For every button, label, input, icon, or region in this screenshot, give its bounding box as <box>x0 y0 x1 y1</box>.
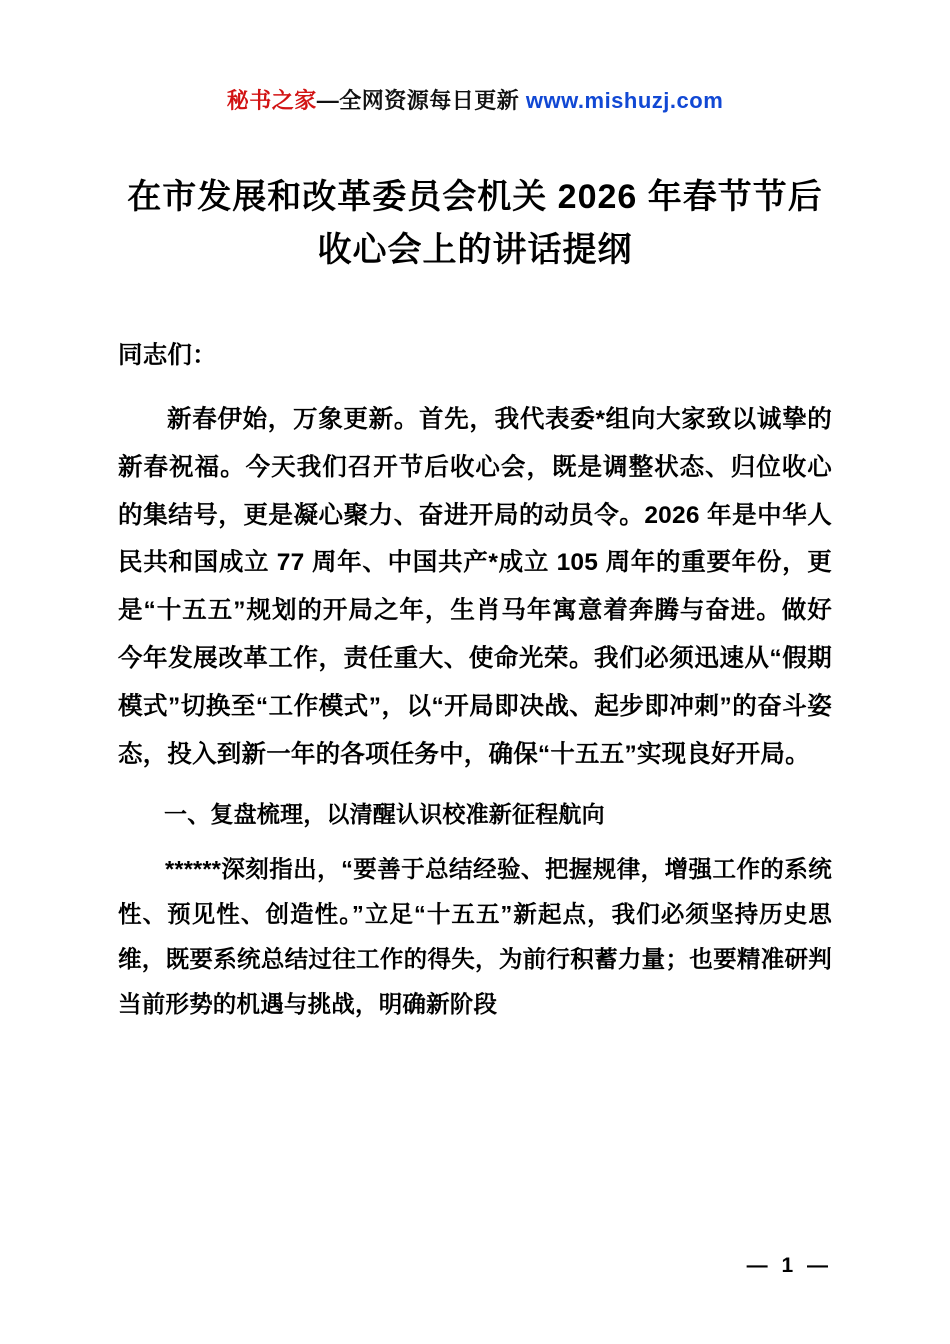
paragraph-opening: 新春伊始，万象更新。首先，我代表委*组向大家致以诚挚的新春祝福。今天我们召开节后收心会，既是调整状态、归位收心的集结号，更是凝心聚力、奋进开局的动员令。2026 年是中华人民共和国成立 77 周年、中国共产*成立 105 周年的重要年份，更是“十五五”规划的开局之年，生肖马年寓意着奔腾与奋进。做好今年发展改革工作，责任重大、使命光荣。我们必须迅速从“假期模式”切换至“工作模式”，以“开局即决战、起步即冲刺”的奋斗姿态，投入到新一年的各项任务中，确保“十五五”实现良好开局。 <box>118 406 832 768</box>
site-banner <box>118 0 832 115</box>
section-heading-1: 一、复盘梳理，以清醒认识校准新征程航向 <box>164 801 605 828</box>
paragraph-section1-1: ******深刻指出，“要善于总结经验、把握规律，增强工作的系统性、预见性、创造性。”立足“十五五”新起点，我们必须坚持历史思维，既要系统总结过往工作的得失，为前行积蓄力量；也要精准研判当前形势的机遇与挑战，明确新阶段 <box>118 856 832 1018</box>
document-body <box>118 332 832 1027</box>
page-title: 在市发展和改革委员会机关 2026 年春节节后收心会上的讲话提纲 <box>127 178 823 269</box>
site-url[interactable]: www.mishuzj.com <box>525 88 724 113</box>
site-tagline: —全网资源每日更新 <box>316 88 526 113</box>
page-number: — 1 — <box>746 1254 832 1277</box>
site-brand: 秘书之家 <box>226 88 317 113</box>
salutation: 同志们： <box>118 342 217 370</box>
